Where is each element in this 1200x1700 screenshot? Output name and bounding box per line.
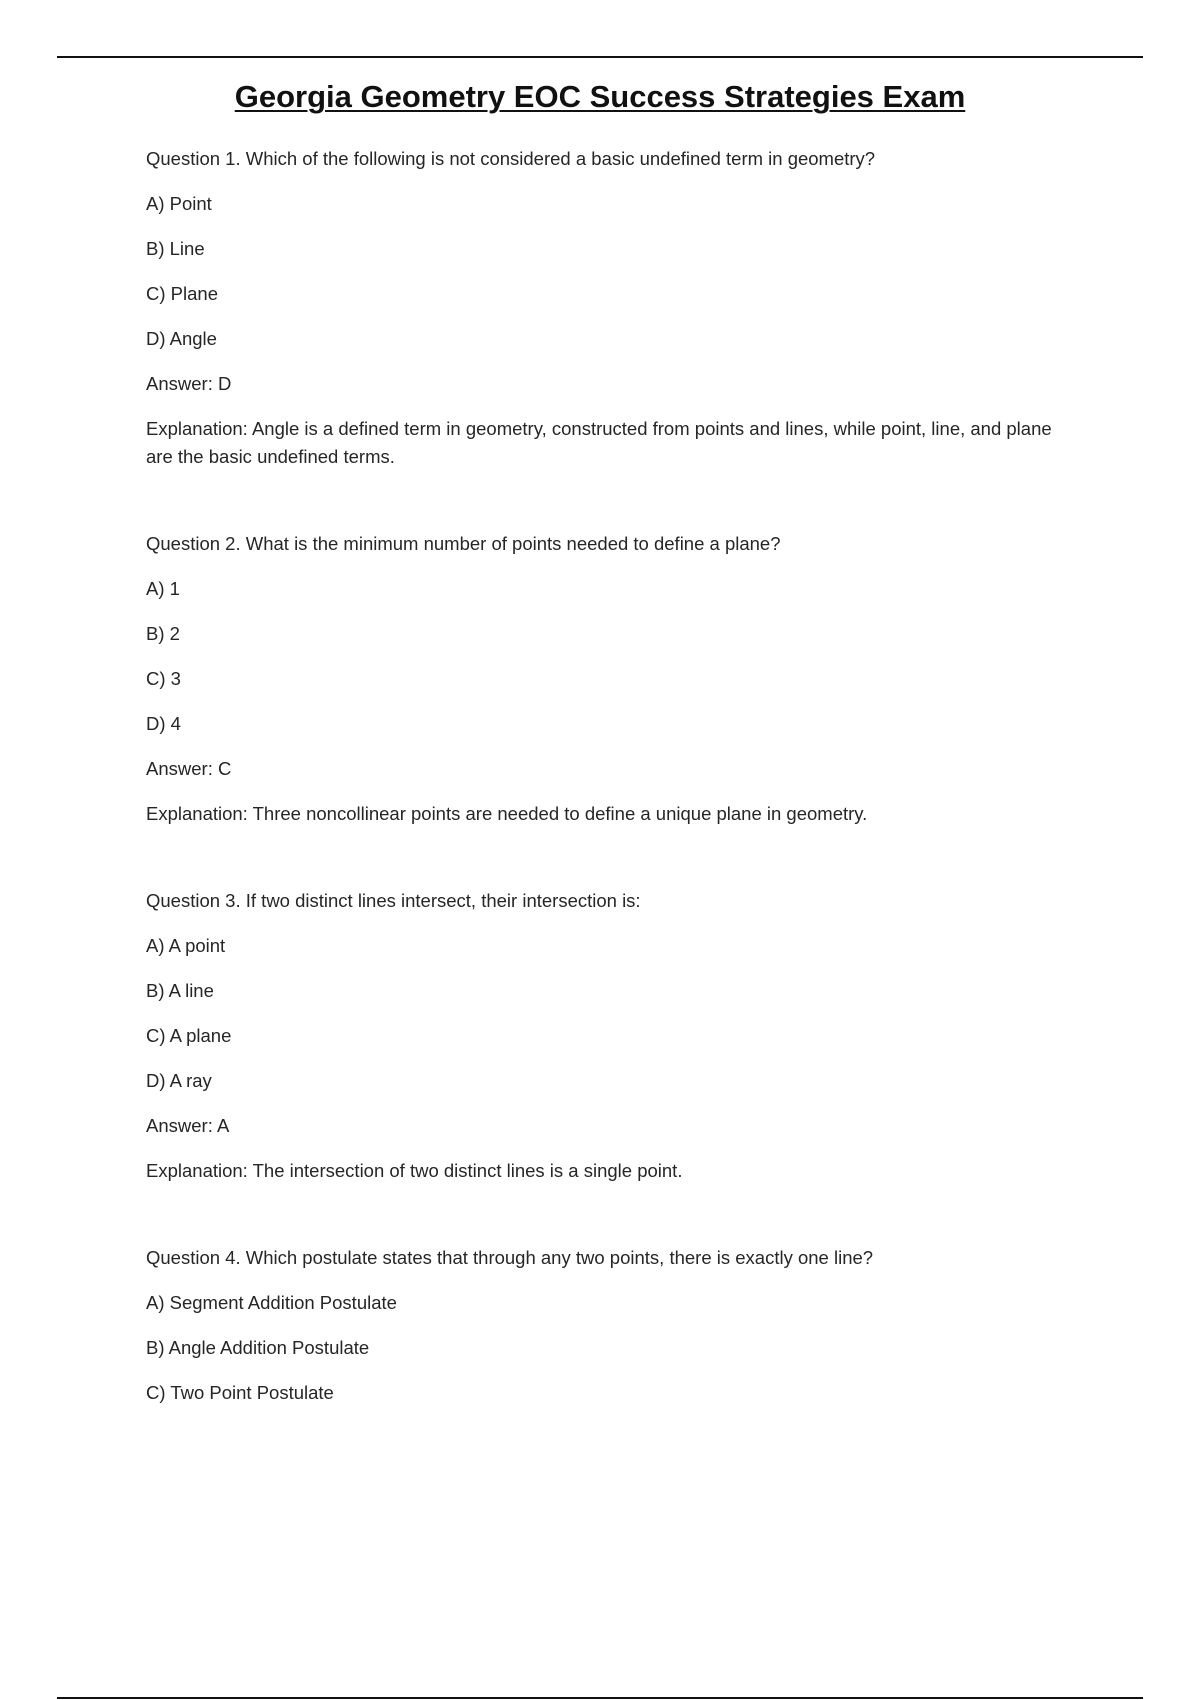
option-d: D) A ray	[146, 1070, 212, 1091]
option-c: C) Plane	[146, 283, 218, 304]
option-b: B) A line	[146, 980, 214, 1001]
option-b: B) 2	[146, 623, 180, 644]
question-4	[146, 1244, 1076, 1407]
explanation: Explanation: Three noncollinear points are needed to define a unique plane in geometry.	[146, 803, 868, 824]
question-prompt: Question 3. If two distinct lines intersect, their intersection is:	[146, 890, 641, 911]
exam-content	[146, 145, 1076, 1435]
option-c: C) 3	[146, 668, 181, 689]
question-prompt: Question 4. Which postulate states that through any two points, there is exactly one line?	[146, 1247, 874, 1268]
answer: Answer: A	[146, 1115, 230, 1136]
explanation: Explanation: The intersection of two distinct lines is a single point.	[146, 1160, 683, 1181]
question-3	[146, 887, 1076, 1185]
explanation: Explanation: Angle is a defined term in geometry, constructed from points and lines, while point, line, and plane are the basic undefined terms.	[146, 418, 1052, 467]
question-1	[146, 145, 1076, 471]
option-d: D) Angle	[146, 328, 217, 349]
question-prompt: Question 2. What is the minimum number of points needed to define a plane?	[146, 533, 781, 554]
option-a: A) Point	[146, 193, 212, 214]
top-rule	[57, 56, 1143, 58]
question-prompt: Question 1. Which of the following is not considered a basic undefined term in geometry?	[146, 148, 876, 169]
bottom-rule	[57, 1697, 1143, 1699]
answer: Answer: C	[146, 758, 232, 779]
option-a: A) A point	[146, 935, 226, 956]
option-a: A) 1	[146, 578, 180, 599]
option-b: B) Angle Addition Postulate	[146, 1337, 370, 1358]
page-title: Georgia Geometry EOC Success Strategies Exam	[234, 79, 966, 114]
answer: Answer: D	[146, 373, 232, 394]
option-d: D) 4	[146, 713, 181, 734]
option-a: A) Segment Addition Postulate	[146, 1292, 397, 1313]
option-c: C) Two Point Postulate	[146, 1382, 334, 1403]
option-b: B) Line	[146, 238, 205, 259]
option-c: C) A plane	[146, 1025, 232, 1046]
question-2	[146, 530, 1076, 828]
